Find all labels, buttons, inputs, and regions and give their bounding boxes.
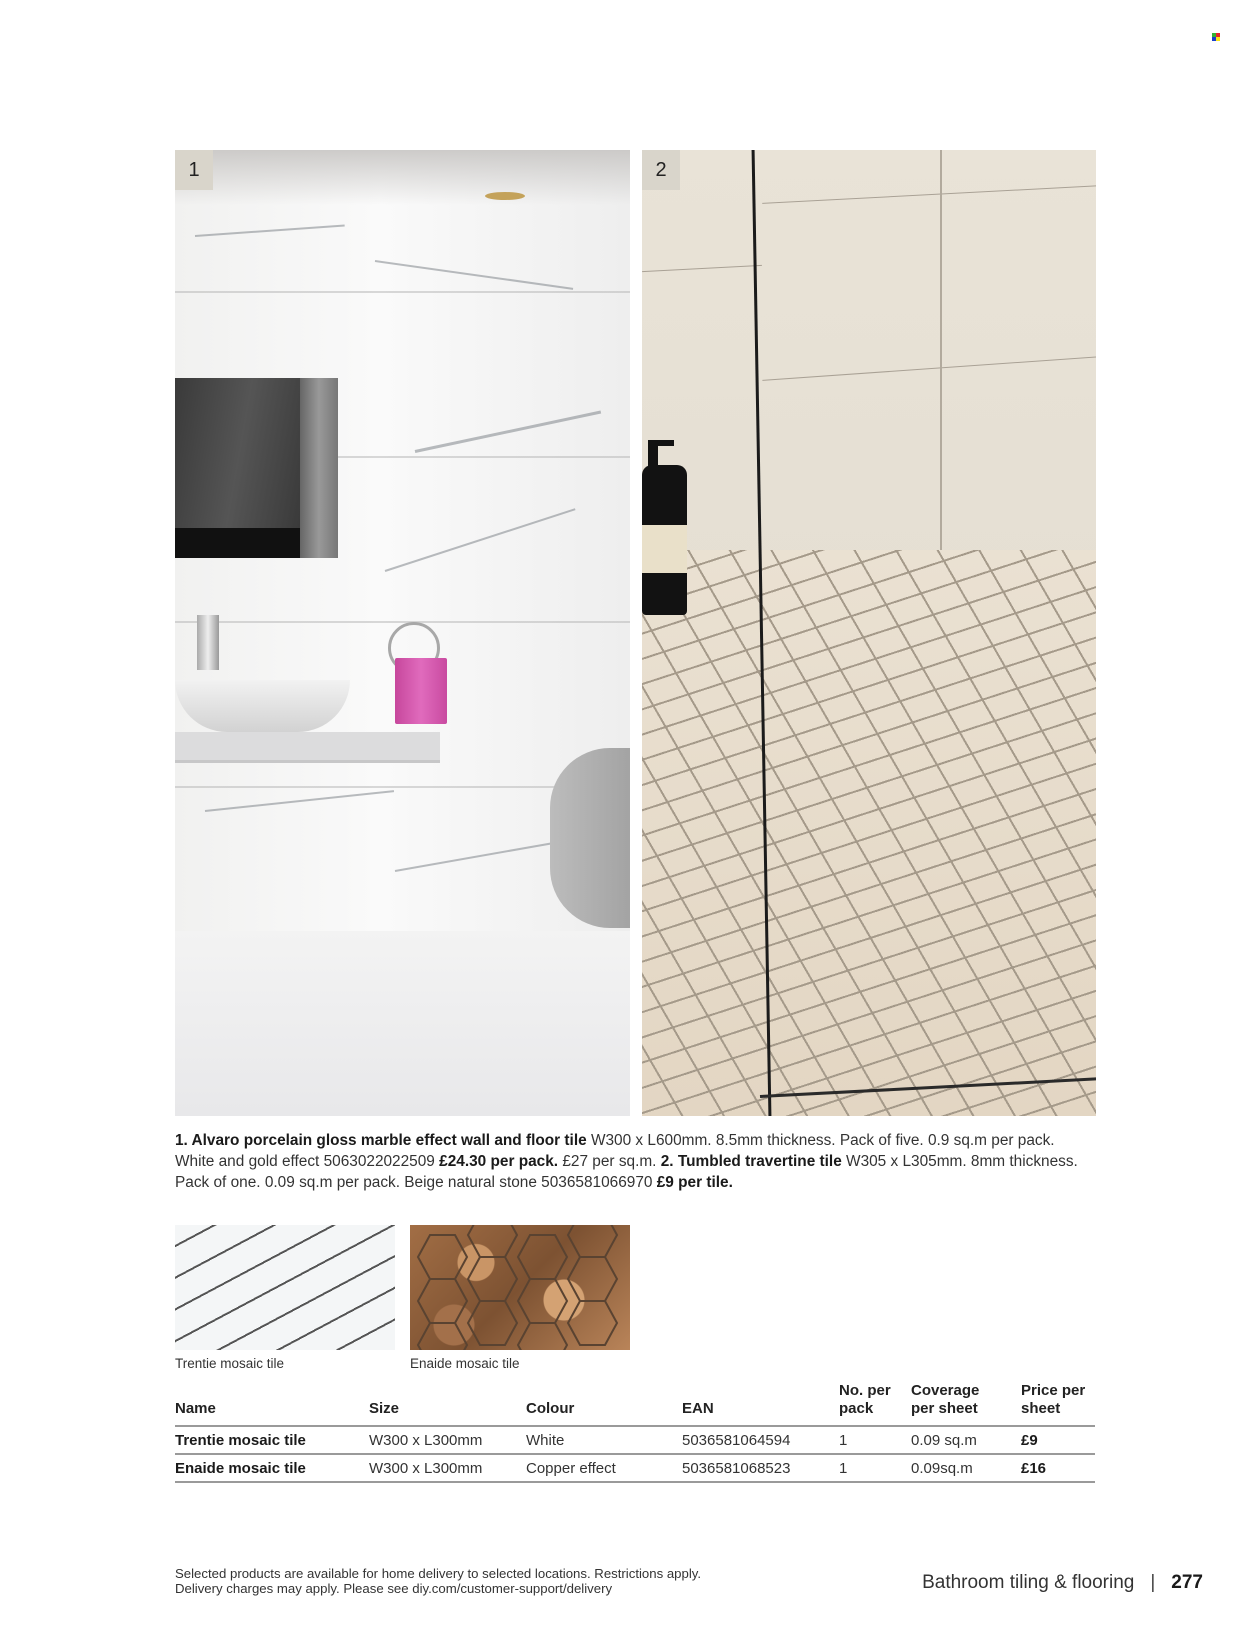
col-header-coverage: Coverage per sheet [911, 1382, 1021, 1426]
basin [175, 680, 350, 732]
item2-price: £9 per tile. [656, 1174, 733, 1191]
swatch-label: Trentie mosaic tile [175, 1356, 285, 1371]
soap-bottle [642, 465, 687, 615]
product-caption [175, 1130, 1095, 1193]
ceiling-light [485, 192, 525, 200]
delivery-note: Selected products are available for home delivery to selected locations. Restrictions apply. Delivery charges may apply. Please see diy.com/customer-support/delivery [175, 1566, 702, 1596]
cell-name: Enaide mosaic tile [175, 1454, 369, 1482]
product-photo-travertine-shower [642, 150, 1096, 1116]
item1-details: W300 x L600mm. 8.5mm thickness. Pack of five. 0.9 sq.m per pack. White and gold effect 5063022022509 [175, 1132, 1055, 1170]
item2-details: W305 x L305mm. 8mm thickness. Pack of one. 0.09 sq.m per pack. Beige natural stone 5036581066970 [175, 1153, 1078, 1191]
col-header-per-pack: No. per pack [839, 1382, 911, 1426]
cell-price: £16 [1021, 1454, 1095, 1482]
swatch-enaide-mosaic [410, 1225, 630, 1350]
marble-vein [205, 790, 394, 812]
swatch-label: Enaide mosaic tile [410, 1356, 520, 1371]
page-number: 277 [1171, 1572, 1203, 1593]
marble-vein [385, 508, 576, 572]
item1-title: 1. Alvaro porcelain gloss marble effect wall and floor tile [175, 1132, 587, 1149]
table-row [175, 1426, 1095, 1454]
item1-price-sqm: £27 per sq.m. [558, 1153, 661, 1170]
marble-vein [195, 225, 345, 237]
col-header-ean: EAN [682, 1382, 839, 1426]
cell-colour: White [526, 1426, 682, 1454]
cell-name: Trentie mosaic tile [175, 1426, 369, 1454]
col-header-size: Size [369, 1382, 526, 1426]
table-header-row [175, 1382, 1095, 1426]
marble-vein [395, 839, 573, 872]
cell-per-pack: 1 [839, 1454, 911, 1482]
page-footer [922, 1572, 1203, 1594]
bathtub [550, 748, 630, 928]
cell-coverage: 0.09sq.m [911, 1454, 1021, 1482]
vanity-shelf [175, 732, 440, 763]
table-row [175, 1454, 1095, 1482]
item1-price: £24.30 per pack. [439, 1153, 559, 1170]
brand-logo-mark [1212, 33, 1220, 41]
swatch-trentie-mosaic [175, 1225, 395, 1350]
hexagon-pattern [410, 1225, 630, 1350]
tap [197, 615, 219, 670]
section-title: Bathroom tiling & flooring [922, 1572, 1135, 1593]
cell-size: W300 x L300mm [369, 1426, 526, 1454]
marble-vein [375, 260, 573, 290]
col-header-name: Name [175, 1382, 369, 1426]
mirror [175, 378, 338, 558]
item2-title: 2. Tumbled travertine tile [660, 1153, 842, 1170]
marble-floor [175, 931, 630, 1116]
marble-vein [415, 411, 601, 453]
cell-ean: 5036581064594 [682, 1426, 839, 1454]
cell-price: £9 [1021, 1426, 1095, 1454]
photo-number-badge: 1 [175, 150, 213, 190]
photo-number-badge: 2 [642, 150, 680, 190]
product-photo-marble-bathroom [175, 150, 630, 1116]
cell-colour: Copper effect [526, 1454, 682, 1482]
col-header-price: Price per sheet [1021, 1382, 1095, 1426]
cell-coverage: 0.09 sq.m [911, 1426, 1021, 1454]
col-header-colour: Colour [526, 1382, 682, 1426]
cell-ean: 5036581068523 [682, 1454, 839, 1482]
product-spec-table [175, 1382, 1095, 1483]
mosaic-floor [642, 550, 1096, 1116]
pink-towel [395, 658, 447, 724]
cell-size: W300 x L300mm [369, 1454, 526, 1482]
footer-separator: | [1150, 1572, 1156, 1593]
cell-per-pack: 1 [839, 1426, 911, 1454]
